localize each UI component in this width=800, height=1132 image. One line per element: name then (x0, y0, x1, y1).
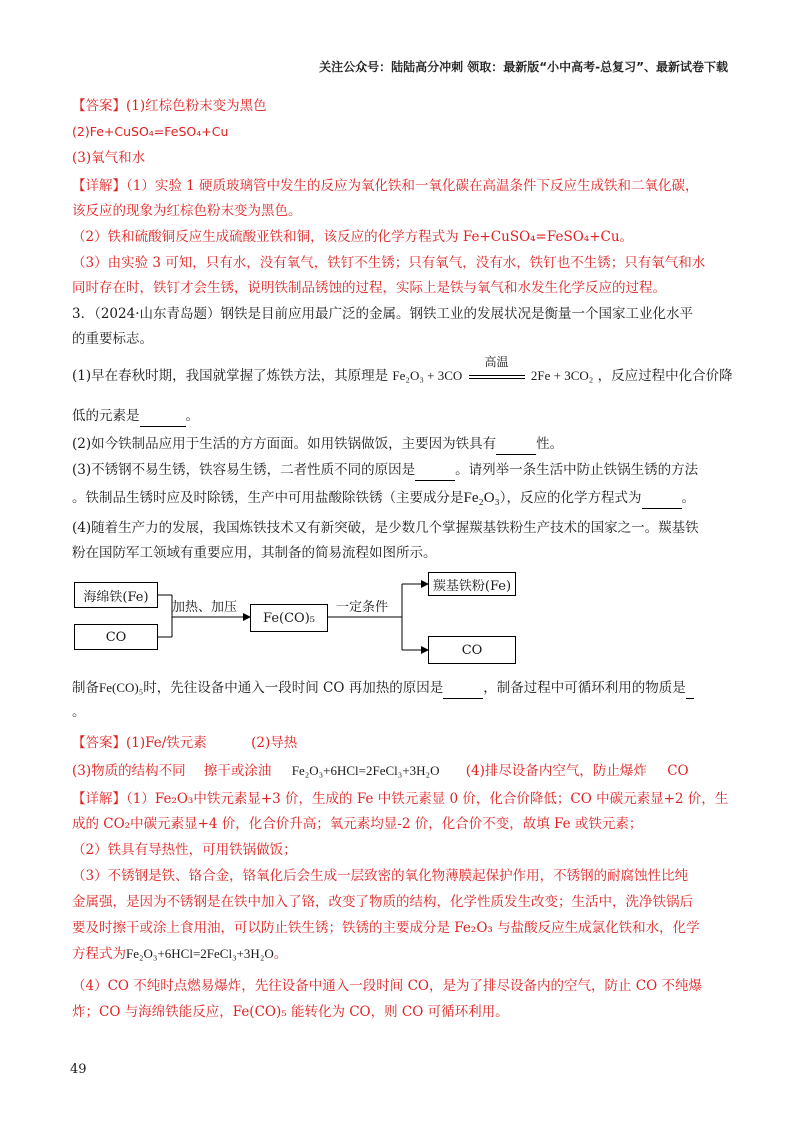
q3-p5-formula: Fe(CO)₅ (99, 680, 144, 695)
detail2-l8: （4）CO 不纯时点燃易爆炸，先往设备中通入一段时间 CO，是为了排尽设备内的空气，防止 CO 不纯爆 (72, 978, 702, 994)
detail2-l6: 要及时擦干或涂上食用油，可以防止铁生锈；铁锈的主要成分是 Fe₂O₃ 与盐酸反应生成氯化铁和水，化学 (72, 920, 700, 936)
q3-p1b: ，反应过程中化合价降 (597, 368, 733, 384)
q3-part5 (72, 678, 694, 699)
detail2-l4: （3）不锈钢是铁、铬合金，铬氧化后会生成一层致密的氧化物薄膜起保护作用，不锈钢的耐腐蚀性比纯 (72, 868, 689, 884)
q3-p5c: ，制备过程中可循环利用的物质是 (483, 680, 686, 696)
q3-p2b: 性。 (536, 436, 564, 452)
answer2-a4b: CO (667, 763, 689, 779)
answer-tag: 【答案】 (72, 735, 126, 751)
q3-p2a: (2)如今铁制品应用于生活的方方面面。如用铁锅做饭，主要因为铁具有 (72, 436, 497, 452)
co-output-box: CO (428, 636, 516, 664)
detail-tag: 【详解】 (72, 178, 126, 194)
detail1-l4: （3）由实验 3 可知，只有水，没有氧气，铁钉不生锈；只有氧气，没有水，铁钉也不生锈；只有氧气和水 (72, 255, 706, 271)
q3-p3b: 。请列举一条生活中防止铁锅生锈的方法 (455, 462, 699, 478)
detail2-l7-eq: Fe₂O₃+6HCl=2FeCl₃+3H₂O (126, 946, 274, 961)
q3-part3-cont (72, 488, 695, 509)
q3-p1-eq-right: 2Fe + 3CO₂ (530, 368, 594, 383)
detail1-l2: 该反应的现象为红棕色粉末变为黑色。 (72, 203, 302, 219)
q3-p1c: 低的元素是 (72, 408, 140, 424)
answer1-a3: (3)氧气和水 (72, 150, 146, 166)
answer2-line2 (72, 761, 689, 781)
detail2-l1: （1）Fe₂O₃中铁元素显+3 价，生成的 Fe 中铁元素显 0 价，化合价降低；CO 中碳元素显+2 价，生 (126, 791, 729, 807)
q3-p5b: 时，先往设备中通入一段时间 CO 再加热的原因是 (143, 680, 444, 696)
answer-blank[interactable] (415, 460, 455, 481)
q3-p1a: (1)早在春秋时期，我国就掌握了炼铁方法，其原理是 (72, 368, 389, 384)
answer1-a1: (1)红棕色粉末变为黑色 (126, 98, 267, 114)
answer1-a2: (2)Fe+CuSO₄=FeSO₄+Cu (72, 124, 229, 139)
q3-intro2: 的重要标志。 (72, 331, 153, 347)
q3-p3-formula: Fe₂O₃ (463, 490, 500, 506)
answer-blank[interactable] (443, 678, 483, 699)
q3-p3a: (3)不锈钢不易生锈，铁容易生锈，二者性质不同的原因是 (72, 462, 416, 478)
carbonyl-iron-box: 羰基铁粉(Fe) (428, 572, 516, 596)
q3-p1-condition: 高温 (484, 355, 509, 369)
page-number: 49 (70, 1062, 87, 1077)
answer2-a3b: 擦干或涂油 (203, 763, 272, 779)
q3-p5a: 制备 (72, 680, 99, 696)
feco5-box: Fe(CO)₅ (250, 604, 328, 632)
equals-sign (469, 375, 525, 379)
q3-p1-eq-left: Fe₂O₃ + 3CO (392, 368, 463, 383)
detail1-l5: 同时存在时，铁钉才会生锈，说明铁制品锈蚀的过程，实际上是铁与氧气和水发生化学反应的过程。 (72, 280, 666, 296)
q3-part2 (72, 434, 563, 455)
page-header: 关注公众号：陆陆高分冲刺 领取：最新版“小中高考-总复习”、最新试卷下载 (319, 60, 728, 74)
answer2-a4: (4)排尽设备内空气，防止爆炸 (465, 763, 647, 779)
detail1-line1 (72, 176, 699, 196)
answer2-a2: (2)导热 (251, 735, 298, 751)
detail2-l7a: 方程式为 (72, 946, 126, 962)
q3-p4a: (4)随着生产力的发展，我国炼铁技术又有新突破，是少数几个掌握羰基铁粉生产技术的国家之一。羰基铁 (72, 520, 699, 536)
q3-p3c: 。铁制品生锈时应及时除锈，生产中可用盐酸除铁锈（主要成分是 (72, 490, 464, 506)
detail2-l2: 成的 CO₂中碳元素显+4 价，化合价升高；氧元素均显-2 价，化合价不变，故填 Fe 或铁元素； (72, 816, 643, 832)
answer2-a1: (1)Fe/铁元素 (126, 735, 207, 751)
detail2-l7b: 。 (273, 946, 288, 962)
detail2-l9: 炸；CO 与海绵铁能反应，Fe(CO)₅ 能转化为 CO，则 CO 可循环利用。 (72, 1004, 509, 1020)
answer-blank[interactable] (686, 678, 694, 699)
heat-pressure-label: 加热、加压 (172, 600, 238, 615)
answer2-line1 (72, 733, 297, 753)
q3-p5d: 。 (72, 704, 86, 720)
detail1-l1: （1）实验 1 硬质玻璃管中发生的反应为氧化铁和一氧化碳在高温条件下反应生成铁和二氧化碳， (126, 178, 699, 194)
detail-tag: 【详解】 (72, 791, 126, 807)
q3-part3 (72, 460, 698, 481)
q3-part1-cont (72, 406, 199, 427)
answer-blank[interactable] (496, 434, 536, 455)
detail2-l5: 金属强，是因为不锈钢是在铁中加入了铬，改变了物质的结构，化学性质发生改变；生活中，洗净铁锅后 (72, 894, 693, 910)
detail2-line7 (72, 944, 287, 964)
q3-intro1: 3．（2024·山东青岛题）钢铁是目前应用最广泛的金属。钢铁工业的发展状况是衡量一个国家工业化水平 (72, 306, 693, 322)
q3-part1 (72, 355, 733, 386)
answer-blank[interactable] (140, 406, 186, 427)
q3-p1-arrow (467, 355, 527, 386)
co-input-box: CO (74, 624, 158, 650)
answer-tag: 【答案】 (72, 98, 126, 114)
condition-label: 一定条件 (336, 600, 389, 615)
answer-blank[interactable] (642, 488, 682, 509)
answer2-a3-eq: Fe₂O₃+6HCl=2FeCl₃+3H₂O (291, 763, 440, 778)
detail2-line1 (72, 789, 728, 809)
detail2-l3: （2）铁具有导热性，可用铁锅做饭； (72, 842, 297, 858)
detail1-l3: （2）铁和硫酸铜反应生成硫酸亚铁和铜，该反应的化学方程式为 Fe+CuSO₄=FeSO₄+Cu。 (72, 229, 634, 245)
q3-p4b: 粉在国防军工领域有重要应用，其制备的简易流程如图所示。 (72, 545, 437, 561)
q3-p1d: 。 (185, 408, 199, 424)
q3-p3d: ），反应的化学方程式为 (499, 490, 642, 506)
answer1-line1 (72, 96, 267, 116)
answer2-a3a: (3)物质的结构不同 (72, 763, 186, 779)
q3-p3e: 。 (681, 490, 696, 506)
sponge-iron-box: 海绵铁(Fe) (74, 582, 158, 608)
